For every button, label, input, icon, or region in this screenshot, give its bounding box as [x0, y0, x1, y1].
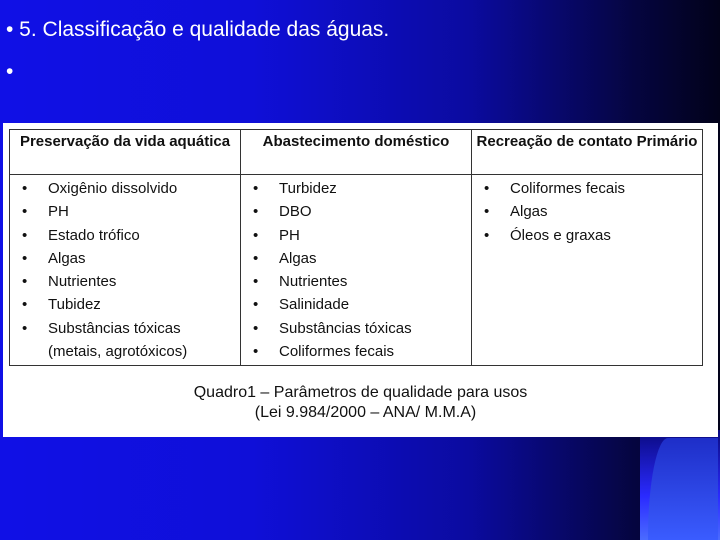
list-item: • Substâncias tóxicas: [247, 317, 465, 340]
list-item: • PH: [247, 224, 465, 247]
header-abastecimento: Abastecimento doméstico: [241, 130, 472, 175]
column-preservacao: [10, 175, 241, 366]
slide-title: • 5. Classificação e qualidade das águas.: [6, 18, 390, 41]
column-abastecimento: [241, 175, 472, 366]
table-figure: [3, 123, 718, 437]
list-item: • Nutrientes: [16, 270, 234, 293]
list-item: • Algas: [478, 200, 696, 223]
column-recreacao: [472, 175, 703, 366]
list-item: • PH: [16, 200, 234, 223]
list-item: • Coliformes fecais: [247, 340, 465, 363]
list-item: • Turbidez: [247, 177, 465, 200]
empty-bullet: •: [6, 60, 14, 83]
decorative-curve: [648, 438, 718, 540]
list-item: • Algas: [16, 247, 234, 270]
list-item: • Oxigênio dissolvido: [16, 177, 234, 200]
list-item: • Algas: [247, 247, 465, 270]
list-item: • Tubidez: [16, 293, 234, 316]
quality-parameters-table: [9, 129, 703, 366]
list-item: • Substâncias tóxicas (metais, agrotóxicos): [16, 317, 234, 364]
list-item: • Estado trófico: [16, 224, 234, 247]
header-preservacao: Preservação da vida aquática: [10, 130, 241, 175]
caption-line-2: (Lei 9.984/2000 – ANA/ M.M.A): [254, 404, 477, 421]
list-item: • Óleos e graxas: [478, 224, 696, 247]
header-recreacao: Recreação de contato Primário: [472, 130, 703, 175]
list-item: • Nutrientes: [247, 270, 465, 293]
caption-line-1: Quadro1 – Parâmetros de qualidade para usos: [193, 384, 528, 401]
list-item: • Coliformes fecais: [478, 177, 696, 200]
table-caption: [3, 383, 718, 423]
list-item: • DBO: [247, 200, 465, 223]
list-item: • Salinidade: [247, 293, 465, 316]
